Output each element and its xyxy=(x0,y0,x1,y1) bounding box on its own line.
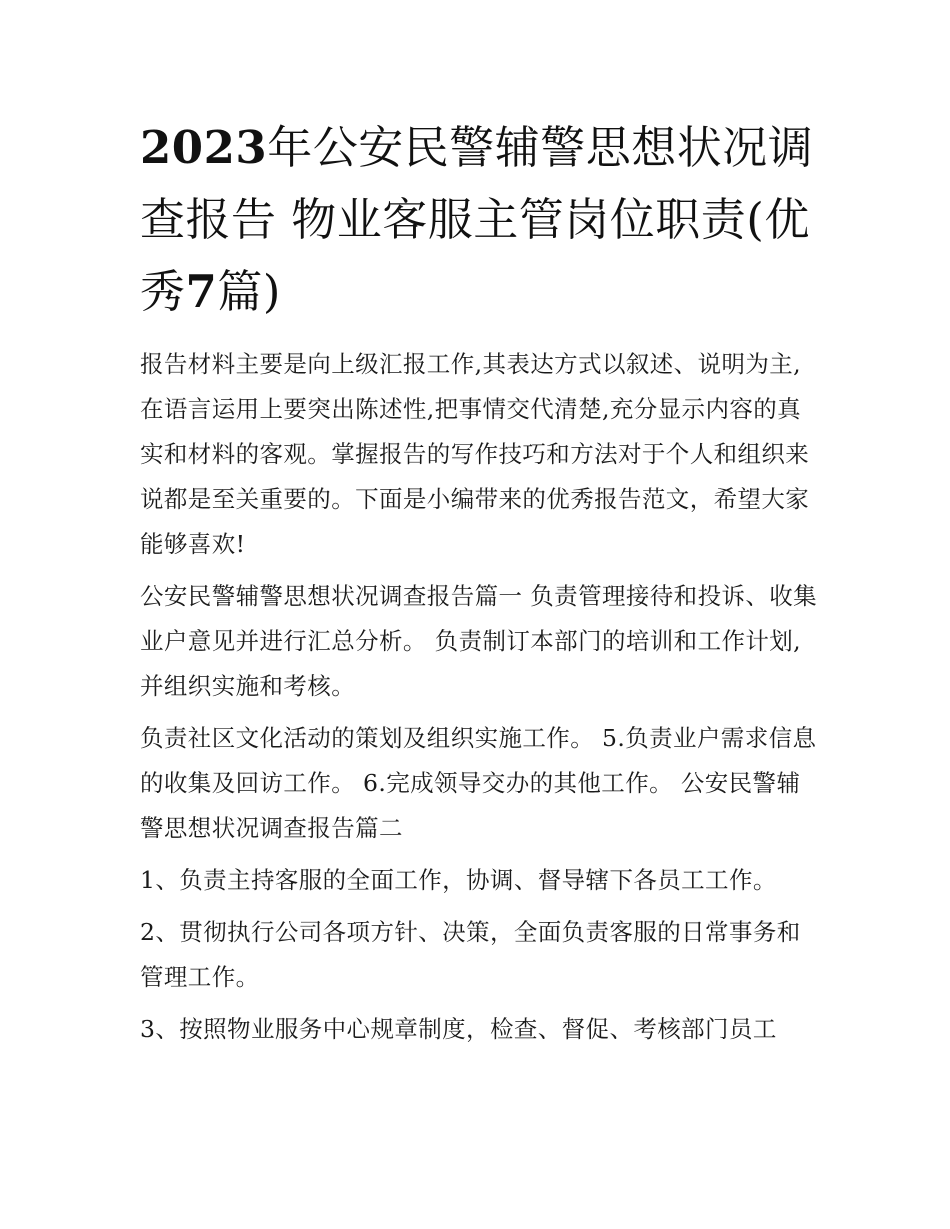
document-title xyxy=(140,112,820,328)
duty-item-3: 3、按照物业服务中心规章制度，检查、督促、考核部门员工 xyxy=(140,1015,777,1043)
title-count: 7 xyxy=(185,265,218,318)
section-one-continued-paragraph: 负责社区文化活动的策划及组织实施工作。 5.负责业户需求信息的收集及回访工作。 6.完成领导交办的其他工作。 公安民警辅警思想状况调查报告篇二 xyxy=(140,724,817,842)
title-text: 年公安民警辅警思想状况调查报告 物业客服主管岗位职责(优秀 xyxy=(140,121,814,318)
section-one-paragraph: 公安民警辅警思想状况调查报告篇一 负责管理接待和投诉、收集业户意见并进行汇总分析。 负责制订本部门的培训和工作计划,并组织实施和考核。 xyxy=(140,582,818,700)
duty-item-2: 2、贯彻执行公司各项方针、决策，全面负责客服的日常事务和管理工作。 xyxy=(140,918,801,991)
title-suffix: 篇) xyxy=(217,265,281,318)
intro-paragraph: 报告材料主要是向上级汇报工作,其表达方式以叙述、说明为主,在语言运用上要突出陈述性,把事情交代清楚,充分显示内容的真实和材料的客观。掌握报告的写作技巧和方法对于个人和组织来说都是至关重要的。下面是小编带来的优秀报告范文，希望大家能够喜欢! xyxy=(140,350,810,558)
duty-item-1: 1、负责主持客服的全面工作，协调、督导辖下各员工工作。 xyxy=(140,866,777,894)
title-year: 2023 xyxy=(140,121,268,174)
document-page xyxy=(140,112,820,1059)
